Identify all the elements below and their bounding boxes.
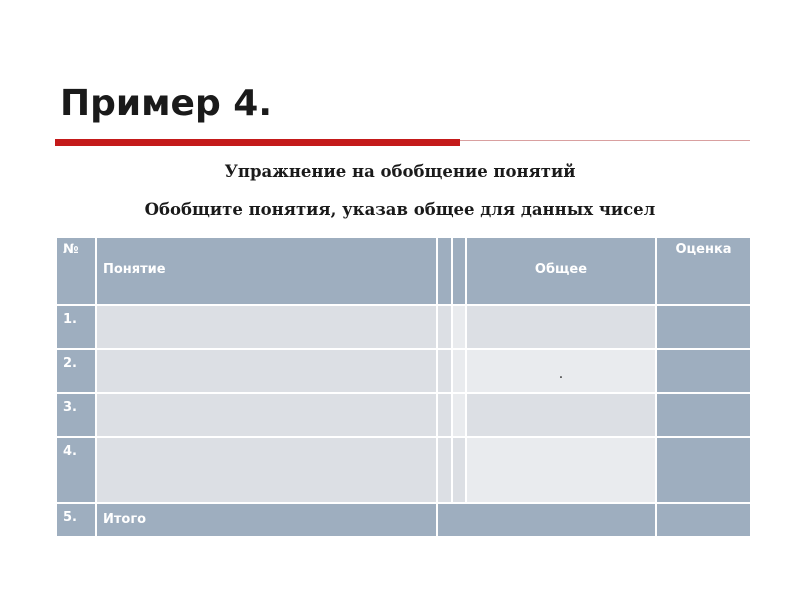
concept-cell[interactable] xyxy=(96,349,437,393)
total-common-cell[interactable] xyxy=(437,503,656,537)
row-number: 4. xyxy=(56,437,96,503)
header-score: Оценка xyxy=(656,237,751,305)
common-cell[interactable] xyxy=(466,437,656,503)
total-label-cell: Итого xyxy=(96,503,437,537)
score-cell[interactable] xyxy=(656,305,751,349)
header-concept: Понятие xyxy=(96,237,437,305)
spacer-cell xyxy=(437,349,452,393)
table-row xyxy=(56,349,751,393)
row-number: 3. xyxy=(56,393,96,437)
common-cell[interactable] xyxy=(466,305,656,349)
total-score-cell[interactable] xyxy=(656,503,751,537)
title-divider-line xyxy=(460,140,750,141)
header-spacer-2 xyxy=(452,237,466,305)
table-total-row xyxy=(56,503,751,537)
concepts-table xyxy=(55,236,752,538)
spacer-cell xyxy=(437,437,452,503)
concept-cell[interactable] xyxy=(96,305,437,349)
row-number: 1. xyxy=(56,305,96,349)
spacer-cell xyxy=(452,393,466,437)
title-accent-bar xyxy=(55,139,460,146)
concept-cell[interactable] xyxy=(96,437,437,503)
score-cell[interactable] xyxy=(656,393,751,437)
spacer-cell xyxy=(452,305,466,349)
exercise-subtitle: Упражнение на обобщение понятий xyxy=(224,162,576,181)
spacer-cell xyxy=(437,305,452,349)
header-common: Общее xyxy=(466,237,656,305)
table-row xyxy=(56,393,751,437)
table-header-row xyxy=(56,237,751,305)
exercise-instructions: Обобщите понятия, указав общее для данных чисел xyxy=(144,200,656,219)
score-cell[interactable] xyxy=(656,437,751,503)
table-row xyxy=(56,437,751,503)
header-number: № xyxy=(56,237,96,305)
row-number: 2. xyxy=(56,349,96,393)
spacer-cell xyxy=(452,349,466,393)
spacer-cell xyxy=(452,437,466,503)
score-cell[interactable] xyxy=(656,349,751,393)
row-number: 5. xyxy=(56,503,96,537)
common-cell-value: . xyxy=(558,366,564,382)
slide-title: Пример 4. xyxy=(60,83,272,124)
common-cell[interactable] xyxy=(466,393,656,437)
header-spacer-1 xyxy=(437,237,452,305)
concept-cell[interactable] xyxy=(96,393,437,437)
spacer-cell xyxy=(437,393,452,437)
common-cell[interactable] xyxy=(466,349,656,393)
table-row xyxy=(56,305,751,349)
